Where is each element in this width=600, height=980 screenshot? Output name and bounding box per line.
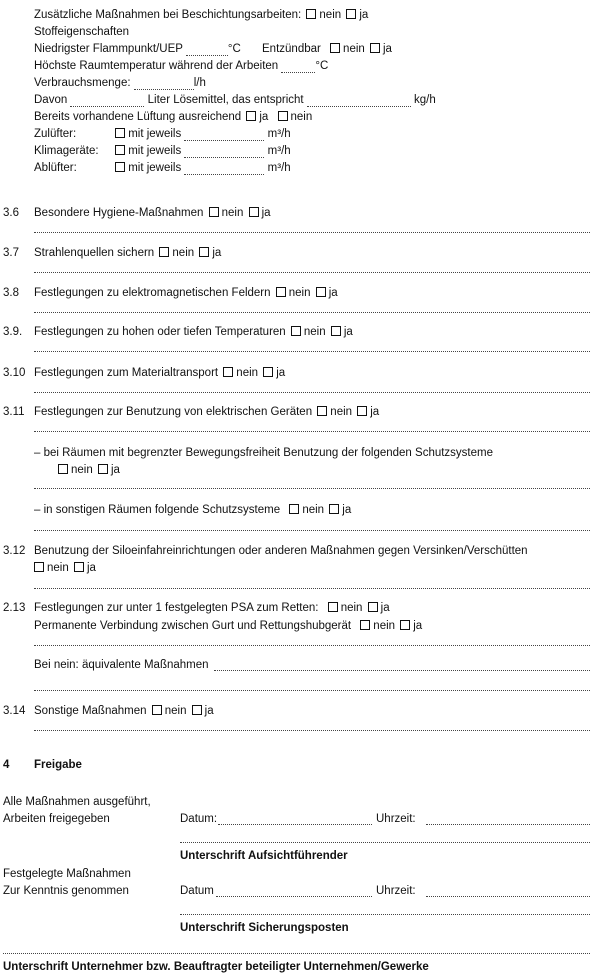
- s311-sub2: – in sonstigen Räumen folgende Schutzsysteme nein ja: [34, 504, 352, 516]
- s311-sub1-ja-checkbox[interactable]: [98, 464, 108, 474]
- signature-aufsicht-label: Unterschrift Aufsichtführender: [180, 850, 348, 862]
- signature-sicherung-label: Unterschrift Sicherungsposten: [180, 922, 349, 934]
- zuluefter-field[interactable]: [184, 129, 264, 141]
- s36-fill-line[interactable]: [34, 232, 590, 233]
- section-3-11: Festlegungen zur Benutzung von elektrischen Geräten nein ja: [34, 406, 380, 418]
- signature-aufsicht-line[interactable]: [180, 842, 590, 843]
- s312-nein-checkbox[interactable]: [34, 562, 44, 572]
- beschichtung-line: Zusätzliche Maßnahmen bei Beschichtungsarbeiten: nein ja: [34, 9, 369, 21]
- davon-kg-field[interactable]: [307, 95, 411, 107]
- s39-ja-checkbox[interactable]: [331, 326, 341, 336]
- freigabe-number: 4: [3, 759, 10, 771]
- section-3-11-number: 3.11: [3, 406, 25, 418]
- section-3-12-number: 3.12: [3, 545, 26, 557]
- datum-1-label: Datum:: [180, 813, 218, 825]
- raumtemperatur-line: Höchste Raumtemperatur während der Arbeiten °C: [34, 60, 329, 72]
- section-2-13-number: 2.13: [3, 602, 26, 614]
- s37-nein-checkbox[interactable]: [159, 247, 169, 257]
- section-3-10: Festlegungen zum Materialtransport nein ja: [34, 367, 286, 379]
- s38-ja-checkbox[interactable]: [316, 287, 326, 297]
- s213-aequivalent-label: Bei nein: äquivalente Maßnahmen: [34, 659, 209, 671]
- s311-sub2-ja-checkbox[interactable]: [329, 504, 339, 514]
- abluefter-checkbox[interactable]: [115, 162, 125, 172]
- zuluefter-line: Zulüfter: mit jeweils m³/h: [34, 128, 291, 140]
- uhrzeit-2-field[interactable]: [426, 896, 590, 897]
- klimageraete-line: Klimageräte: mit jeweils m³/h: [34, 145, 291, 157]
- datum-1-field[interactable]: [218, 824, 372, 825]
- verbrauchsmenge-line: Verbrauchsmenge: l/h: [34, 77, 206, 89]
- s37-ja-checkbox[interactable]: [199, 247, 209, 257]
- s311-fill-line[interactable]: [34, 431, 590, 432]
- section-3-9-number: 3.9.: [3, 326, 23, 338]
- s36-nein-checkbox[interactable]: [209, 207, 219, 217]
- klimageraete-field[interactable]: [184, 146, 264, 158]
- s314-nein-checkbox[interactable]: [152, 705, 162, 715]
- s311-sub1: – bei Räumen mit begrenzter Bewegungsfreiheit Benutzung der folgenden Schutzsysteme: [34, 447, 493, 459]
- s213-aequivalent-field[interactable]: [214, 670, 590, 671]
- s311-sub1-options: nein ja: [56, 463, 120, 477]
- s213-gurt-ja-checkbox[interactable]: [400, 620, 410, 630]
- uhrzeit-1-field[interactable]: [426, 824, 590, 825]
- section-3-7: Strahlenquellen sichern nein ja: [34, 247, 222, 259]
- festgelegte-label: Festgelegte Maßnahmen: [3, 868, 131, 880]
- s311-nein-checkbox[interactable]: [317, 406, 327, 416]
- s213-fill-line-2[interactable]: [34, 690, 590, 691]
- s213-line2: Permanente Verbindung zwischen Gurt und Rettungshubgerät nein ja: [34, 620, 423, 632]
- s310-fill-line[interactable]: [34, 392, 590, 393]
- uhrzeit-1-label: Uhrzeit:: [376, 813, 416, 825]
- s39-nein-checkbox[interactable]: [291, 326, 301, 336]
- zuluefter-checkbox[interactable]: [115, 128, 125, 138]
- signature-unternehmer-line[interactable]: [3, 953, 590, 954]
- freigabe-title: Freigabe: [34, 759, 82, 771]
- section-3-9: Festlegungen zu hohen oder tiefen Temperaturen nein ja: [34, 326, 353, 338]
- s311-sub2-nein-checkbox[interactable]: [289, 504, 299, 514]
- s311-sub1-nein-checkbox[interactable]: [58, 464, 68, 474]
- davon-line: Davon Liter Lösemittel, das entspricht kg/h: [34, 94, 436, 106]
- signature-sicherung-line[interactable]: [180, 914, 590, 915]
- section-3-8-number: 3.8: [3, 287, 19, 299]
- section-3-7-number: 3.7: [3, 247, 19, 259]
- s39-fill-line[interactable]: [34, 351, 590, 352]
- s312-options: nein ja: [34, 561, 96, 575]
- beschichtung-nein-checkbox[interactable]: [306, 9, 316, 19]
- entzuendbar-ja-checkbox[interactable]: [370, 43, 380, 53]
- uhrzeit-2-label: Uhrzeit:: [376, 885, 416, 897]
- abluefter-line: Ablüfter: mit jeweils m³/h: [34, 162, 291, 174]
- section-3-8: Festlegungen zu elektromagnetischen Feldern nein ja: [34, 287, 338, 299]
- alle-massnahmen-label: Alle Maßnahmen ausgeführt,: [3, 796, 151, 808]
- s311-sub2-fill-line[interactable]: [34, 530, 590, 531]
- section-3-6: Besondere Hygiene-Maßnahmen nein ja: [34, 207, 271, 219]
- s312-ja-checkbox[interactable]: [74, 562, 84, 572]
- section-3-6-number: 3.6: [3, 207, 19, 219]
- entzuendbar-nein-checkbox[interactable]: [330, 43, 340, 53]
- lueftung-nein-checkbox[interactable]: [278, 111, 288, 121]
- flammpunkt-field[interactable]: [186, 44, 228, 56]
- s38-fill-line[interactable]: [34, 312, 590, 313]
- s312-fill-line[interactable]: [34, 588, 590, 589]
- flammpunkt-line: Niedrigster Flammpunkt/UEP °C Entzündbar nein ja: [34, 43, 392, 55]
- arbeiten-freigegeben-label: Arbeiten freigegeben: [3, 813, 110, 825]
- lueftung-ja-checkbox[interactable]: [246, 111, 256, 121]
- s36-ja-checkbox[interactable]: [249, 207, 259, 217]
- kenntnis-label: Zur Kenntnis genommen: [3, 885, 129, 897]
- s311-ja-checkbox[interactable]: [357, 406, 367, 416]
- s310-nein-checkbox[interactable]: [223, 367, 233, 377]
- section-3-14: Sonstige Maßnahmen nein ja: [34, 705, 214, 717]
- section-3-14-number: 3.14: [3, 705, 26, 717]
- signature-unternehmer-label: Unterschrift Unternehmer bzw. Beauftragter beteiligter Unternehmen/Gewerke: [3, 961, 429, 973]
- s314-fill-line[interactable]: [34, 730, 590, 731]
- datum-2-field[interactable]: [216, 896, 372, 897]
- beschichtung-ja-checkbox[interactable]: [346, 9, 356, 19]
- lueftung-line: Bereits vorhandene Lüftung ausreichend ja nein: [34, 111, 313, 123]
- s38-nein-checkbox[interactable]: [276, 287, 286, 297]
- s314-ja-checkbox[interactable]: [192, 705, 202, 715]
- verbrauchsmenge-field[interactable]: [134, 78, 194, 90]
- s213-gurt-nein-checkbox[interactable]: [360, 620, 370, 630]
- s310-ja-checkbox[interactable]: [263, 367, 273, 377]
- section-2-13: Festlegungen zur unter 1 festgelegten PSA zum Retten: nein ja: [34, 602, 390, 614]
- s213-ja-checkbox[interactable]: [368, 602, 378, 612]
- s213-nein-checkbox[interactable]: [328, 602, 338, 612]
- davon-liter-field[interactable]: [70, 95, 144, 107]
- section-3-10-number: 3.10: [3, 367, 26, 379]
- s37-fill-line[interactable]: [34, 272, 590, 273]
- klimageraete-checkbox[interactable]: [115, 145, 125, 155]
- datum-2-label: Datum: [180, 885, 214, 897]
- stoffeigenschaften-label: Stoffeigenschaften: [34, 26, 130, 38]
- s213-fill-line[interactable]: [34, 645, 590, 646]
- raumtemperatur-field[interactable]: [281, 61, 315, 73]
- section-3-12: Benutzung der Siloeinfahreinrichtungen oder anderen Maßnahmen gegen Versinken/Verschütten: [34, 545, 528, 557]
- abluefter-field[interactable]: [184, 163, 264, 175]
- s311-sub1-fill-line[interactable]: [34, 488, 590, 489]
